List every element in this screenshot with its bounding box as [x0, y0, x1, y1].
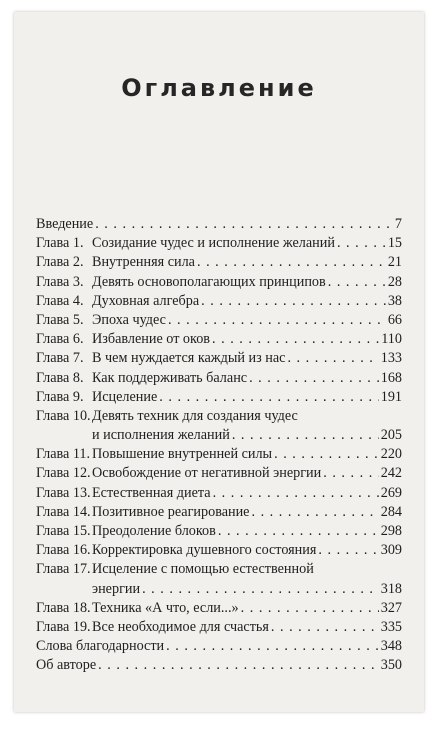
dot-leader: [218, 522, 379, 541]
toc-entry-page: 38: [387, 292, 402, 309]
toc-entry-title: В чем нуждается каждый из нас: [92, 350, 286, 367]
dot-leader: [197, 253, 386, 272]
toc-entry: [36, 407, 402, 426]
toc-entry-title: Девять техник для создания чудес: [92, 407, 298, 424]
toc-entry: [36, 541, 402, 560]
toc-entry-chapter: Глава 17.: [36, 561, 91, 578]
toc-entry-page: 309: [380, 542, 402, 559]
toc-entry-title: Созидание чудес и исполнение желаний: [92, 235, 335, 252]
toc-entry-title: Избавление от оков: [92, 331, 210, 348]
toc-entry-chapter: Глава 11.: [36, 446, 91, 463]
toc-entry-chapter: Глава 18.: [36, 599, 91, 616]
toc-entry-chapter: Глава 9.: [36, 388, 84, 405]
toc-entry-title: Корректировка душевного состояния: [92, 542, 317, 559]
dot-leader: [166, 637, 379, 656]
dot-leader: [201, 292, 386, 311]
toc-entry-page: 7: [394, 216, 402, 232]
toc-entry-title: Исцеление с помощью естественной: [92, 561, 314, 578]
dot-leader: [337, 234, 386, 253]
toc-entry-page: 168: [380, 369, 402, 386]
toc-entry: [36, 311, 402, 330]
toc-entry-title: Эпоха чудес: [92, 311, 166, 328]
toc-entry-chapter: Глава 15.: [36, 523, 91, 539]
toc-entry-page: 242: [380, 465, 402, 482]
toc-entry-chapter: Глава 1.: [36, 235, 84, 252]
toc-entry-chapter: Глава 3.: [36, 273, 84, 290]
dot-leader: [212, 330, 379, 349]
toc-entry-title: Освобождение от негативной энергии: [92, 465, 322, 482]
toc-entry-title-continuation: и исполнения желаний: [92, 427, 230, 444]
toc-entry-page: 318: [380, 580, 402, 597]
dot-leader: [168, 311, 386, 330]
toc-entry-chapter: Глава 4.: [36, 292, 84, 309]
toc-entry-page: 110: [381, 331, 402, 348]
dot-leader: [274, 445, 379, 464]
toc-entry-page: 205: [380, 427, 402, 444]
page-title: Оглавление: [121, 74, 317, 102]
toc-entry-title: Техника «А что, если...»: [92, 599, 239, 616]
toc-entry: [36, 464, 402, 483]
toc-entry-continuation: [36, 580, 402, 599]
toc-entry: [36, 253, 402, 272]
dot-leader: [95, 215, 393, 234]
toc-entry-page: 284: [380, 503, 402, 520]
toc-entry-title: Исцеление: [92, 388, 158, 405]
toc-entry-page: 133: [380, 350, 402, 367]
toc-entry: [36, 234, 402, 253]
toc-entry: [36, 560, 402, 579]
toc-entry-title: Внутренняя сила: [92, 254, 195, 271]
toc-entry: [36, 637, 402, 656]
toc-entry-page: 335: [380, 618, 402, 635]
dot-leader: [232, 426, 379, 445]
toc-entry-chapter: Глава 5.: [36, 311, 84, 328]
toc-entry-chapter: Глава 19.: [36, 618, 91, 635]
toc-entry-title: Духовная алгебра: [92, 292, 200, 309]
toc-entry-chapter: Глава 13.: [36, 484, 91, 501]
toc-entry-title-continuation: энергии: [92, 580, 141, 597]
toc-entry-chapter: Глава 12.: [36, 465, 91, 482]
toc-entry-chapter: Глава 7.: [36, 350, 84, 367]
toc-entry-chapter: Глава 2.: [36, 254, 84, 271]
toc-entry-page: 220: [380, 446, 402, 463]
toc-entry: [36, 388, 402, 407]
dot-leader: [251, 503, 378, 522]
dot-leader: [318, 541, 378, 560]
toc-entry-title: Как поддерживать баланс: [92, 369, 248, 386]
toc-entry-title: Слова благодарности: [36, 638, 165, 655]
toc-entry-page: 298: [380, 523, 402, 539]
dot-leader: [249, 369, 379, 388]
toc-entry-chapter: Глава 10.: [36, 407, 91, 424]
toc-entry-chapter: Глава 14.: [36, 503, 91, 520]
toc-entry-page: 350: [380, 657, 402, 674]
dot-leader: [328, 273, 386, 292]
toc-entry-page: 191: [380, 388, 402, 405]
book-page: [14, 12, 424, 712]
dot-leader: [271, 618, 379, 637]
toc-entry: [36, 273, 402, 292]
dot-leader: [241, 599, 379, 618]
toc-entry-title: Позитивное реагирование: [92, 503, 250, 520]
toc-entry-title: Все необходимое для счастья: [92, 618, 269, 635]
toc-entry-page: 21: [387, 254, 402, 271]
toc-entry-chapter: Глава 8.: [36, 369, 84, 386]
toc-entry: [36, 330, 402, 349]
toc-entry-page: 269: [380, 484, 402, 501]
dot-leader: [287, 349, 378, 368]
toc-entry: [36, 484, 402, 503]
toc-entry: [36, 445, 402, 464]
toc-entry-title: Преодоление блоков: [92, 523, 216, 539]
toc-entry-page: 15: [387, 235, 402, 252]
toc-entry-page: 348: [380, 638, 402, 655]
dot-leader: [323, 464, 378, 483]
toc-entry: [36, 522, 402, 541]
dot-leader: [159, 388, 378, 407]
toc-entry-chapter: Глава 16.: [36, 542, 91, 559]
dot-leader: [213, 484, 379, 503]
toc-entry: [36, 369, 402, 388]
toc-entry-title: Повышение внутренней силы: [92, 446, 273, 463]
toc-entry-chapter: Глава 6.: [36, 331, 84, 348]
toc-entry: [36, 618, 402, 637]
toc-entry: [36, 503, 402, 522]
table-of-contents: [36, 215, 402, 676]
toc-entry-page: 66: [387, 311, 402, 328]
toc-entry-title: Введение: [36, 216, 94, 232]
toc-entry: [36, 292, 402, 311]
toc-entry: [36, 215, 402, 234]
toc-entry-title: Девять основополагающих принципов: [92, 273, 326, 290]
toc-entry: [36, 599, 402, 618]
dot-leader: [98, 656, 379, 675]
dot-leader: [142, 580, 379, 599]
toc-entry-title: Естественная диета: [92, 484, 211, 501]
toc-entry: [36, 656, 402, 675]
toc-entry: [36, 349, 402, 368]
toc-entry-page: 327: [380, 599, 402, 616]
toc-entry-page: 28: [387, 273, 402, 290]
toc-entry-title: Об авторе: [36, 657, 97, 674]
toc-entry-continuation: [36, 426, 402, 445]
